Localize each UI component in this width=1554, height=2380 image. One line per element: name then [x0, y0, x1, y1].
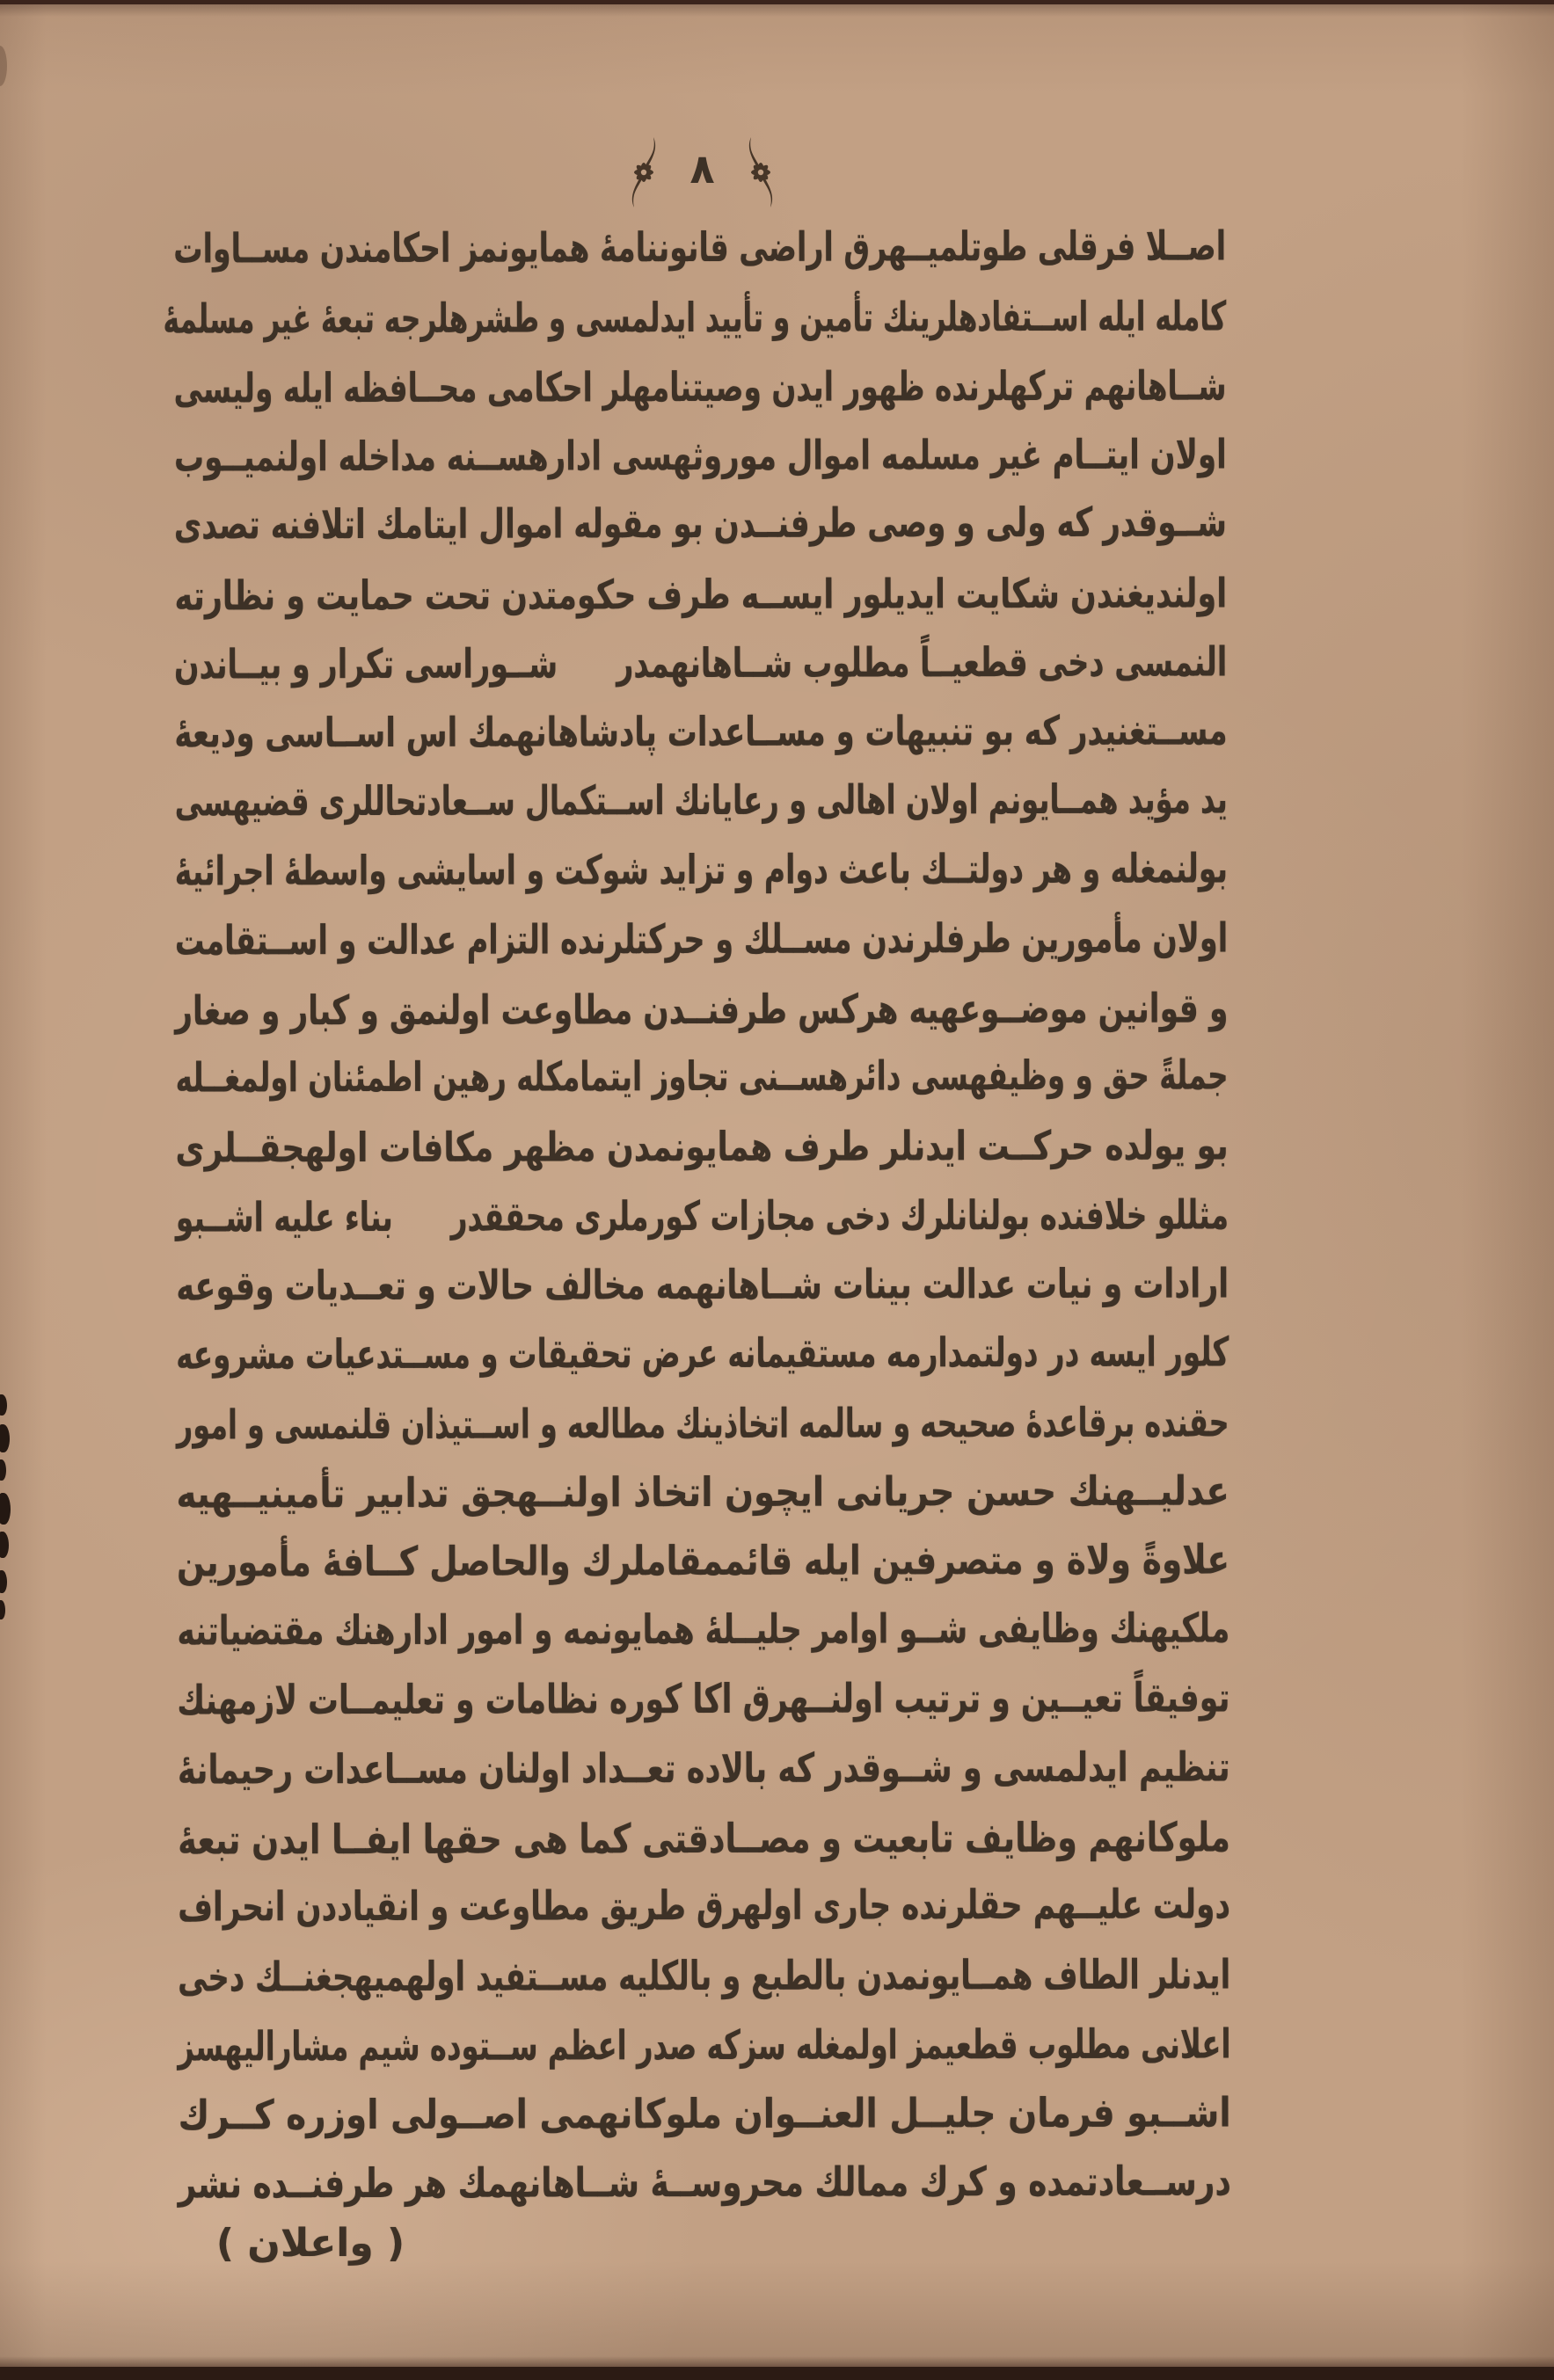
- text-line: ايدنلر الطاف همــايونمدن بالطبع و بالكليه مســتفيد اولهميهجغنــك دخى: [177, 1950, 1231, 2001]
- body-text: [163, 212, 1231, 2218]
- text-line: اصــلا فرقلى طوتلميــهرق اراضى قانوننامهٔ همايونمز احكامندن مســاوات: [173, 222, 1227, 273]
- text-line: اعلانى مطلوب قطعيمز اولمغله سزكه صدر اعظم ســتوده شيم مشاراليهسز: [178, 2020, 1231, 2071]
- text-line: و قوانين موضــوعهيه هركس طرفنــدن مطاوعت اولنمق و كبار و صغار: [174, 983, 1229, 1035]
- text-line: اشــبو فرمان جليــل العنــوان ملوكانهمى اصــولى اوزره كــرك: [178, 2088, 1231, 2139]
- text-line: مثللو خلافنده بولنانلرك دخى مجازات كورملرى محققدر بناء عليه اشــبو: [175, 1190, 1229, 1241]
- floral-sprig-ornament-icon: [741, 134, 778, 211]
- text-line: تنظيم ايدلمسى و شــوقدر كه بالاده تعــداد اولنان مســاعدات رحيمانهٔ: [177, 1743, 1230, 1794]
- text-line: حقنده برقاعدهٔ صحيحه و سالمه اتخاذينك مطالعه و اســتيذان قلنمسى و امور: [176, 1398, 1229, 1449]
- page-bottom-edge-fade: [0, 2356, 1554, 2367]
- text-line: جملةً حق و وظيفهسى دائرهســنى تجاوز ايتمامكله رهين اطمئنان اولمغــله: [175, 1051, 1229, 1102]
- text-line: درســعادتمده و كرك ممالك محروســهٔ شــاهانهمك هر طرفنــده نشر: [178, 2157, 1231, 2208]
- text-line: شــوقدر كه ولى و وصى طرفنــدن بو مقوله اموال ايتامك اتلافنه تصدى: [173, 498, 1228, 549]
- text-line: كامله ايله اســتفادهلرينك تأمين و تأييد ايدلمسى و طشرهلرجه تبعهٔ غير مسلمهٔ: [163, 292, 1227, 343]
- binding-mark: [0, 1424, 10, 1452]
- text-line: كلور ايسه در دولتمدارمه مستقيمانه عرض تحقيقات و مســتدعيات مشروعه: [176, 1327, 1229, 1379]
- text-line: علاوةً ولاة و متصرفين ايله قائممقاملرك والحاصل كــافهٔ مأمورين: [176, 1535, 1230, 1586]
- text-line: شــاهانهم تركهلرنده ظهور ايدن وصيتنامهلر احكامى محــافظه ايله وليسى: [173, 361, 1227, 412]
- page-number: ٨: [689, 145, 715, 193]
- text-line: اولان ايتــام غير مسلمه اموال موروثهسى ادارهســنه مداخله اولنميــوب: [173, 430, 1227, 481]
- binding-mark: [0, 1493, 11, 1525]
- text-line: دولت عليــهم حقلرنده جارى اولهرق طريق مطاوعت و انقياددن انحراف: [178, 1880, 1231, 1931]
- edge-smudge: [0, 46, 7, 86]
- catchword: ( واعلان ): [215, 2221, 405, 2266]
- floral-sprig-ornament-icon: [626, 134, 663, 211]
- text-line: بولنمغله و هر دولتــك باعث دوام و تزايد شوكت و اسايشى واسطهٔ اجرائيهٔ: [174, 844, 1229, 895]
- text-line: يد مؤيد همــايونم اولان اهالى و رعايانك اســتكمال ســعادتحاللرى قضيهسى: [174, 775, 1228, 826]
- binding-mark: [0, 1570, 7, 1593]
- ornament-center-hole: [641, 170, 646, 175]
- text-line: اولنديغندن شكايت ايديلور ايســه طرف حكومتدن تحت حمايت و نظارته: [174, 569, 1228, 620]
- text-line: مســتغنيدر كه بو تنبيهات و مســاعدات پادشاهانهمك اس اســاسى وديعهٔ: [174, 706, 1228, 757]
- binding-mark: [0, 1600, 5, 1619]
- binding-mark: [0, 1394, 7, 1416]
- binding-mark: [0, 1459, 6, 1481]
- binding-mark: [0, 1532, 9, 1558]
- text-line: ارادات و نيات عدالت بينات شــاهانهمه مخالف حالات و تعــديات وقوعه: [176, 1259, 1229, 1310]
- folio-header: [176, 132, 1229, 213]
- page-bottom-edge-shadow: [0, 2367, 1554, 2380]
- text-line: توفيقاً تعيــين و ترتيب اولنــهرق اكا كوره نظامات و تعليمــات لازمهنك: [177, 1673, 1230, 1725]
- text-line: ملوكانهم وظايف تابعيت و مصــادقتى كما هى حقها ايفــا ايدن تبعهٔ: [178, 1813, 1230, 1864]
- text-line: بو يولده حركــت ايدنلر طرف همايونمدن مظهر مكافات اولهجقــلرى: [175, 1121, 1229, 1172]
- text-line: ملكيهنك وظايفى شــو اوامر جليــلهٔ همايونمه و امور ادارهنك مقتضياتنه: [177, 1604, 1230, 1655]
- text-line: النمسى دخى قطعيــاً مطلوب شــاهانهمدر شــوراسى تكرار و بيــاندن: [173, 637, 1228, 688]
- text-line: اولان مأمورين طرفلرندن مســلك و حركتلرنده التزام عدالت و اســتقامت: [174, 913, 1229, 964]
- page-top-edge-fade: [0, 4, 1554, 17]
- text-line: عدليــهنك حسن جريانى ايچون اتخاذ اولنــهجق تدابير تأمينيــهيه: [176, 1467, 1229, 1518]
